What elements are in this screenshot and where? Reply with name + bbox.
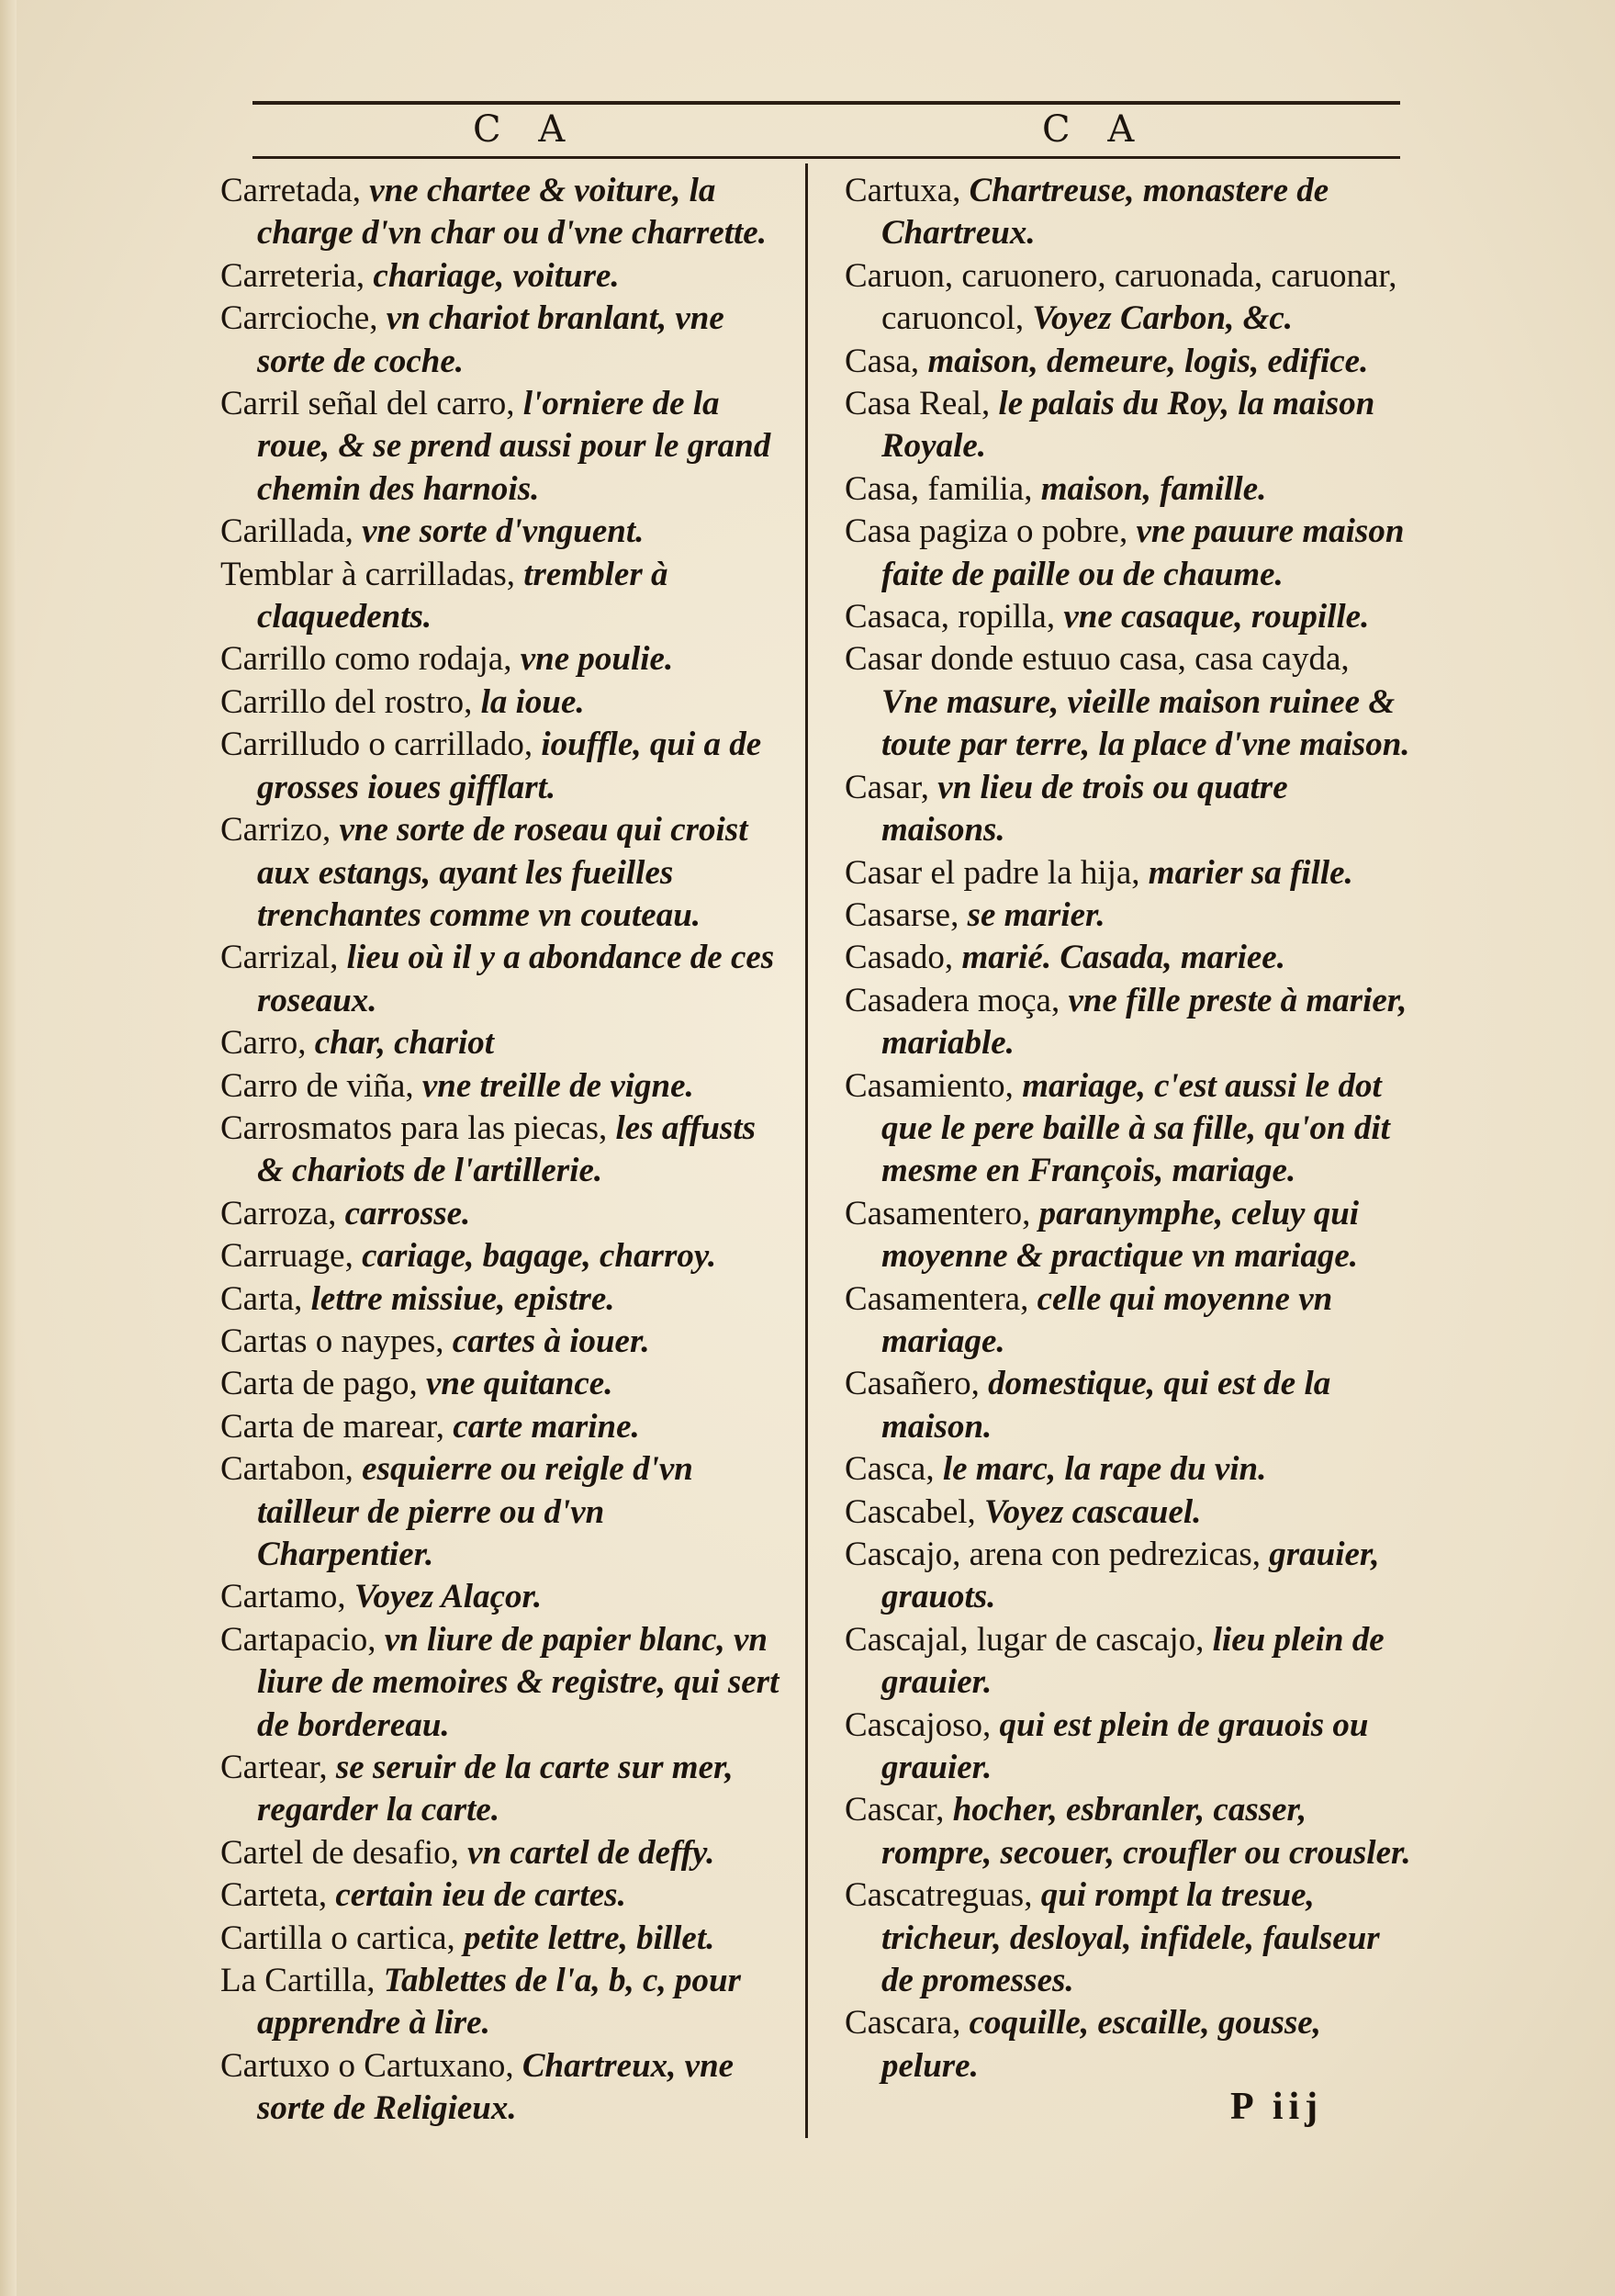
dictionary-entry [220,1747,780,1832]
column-divider [805,163,808,2138]
entry-headword: Cascara, [845,2004,970,2043]
entry-translation: vne treille de vigne. [421,1066,694,1105]
entry-translation: vn chariot branlant, vne sorte de coche. [257,299,724,380]
entry-headword: Carril señal del carro, [220,385,523,423]
entry-headword: Carrillo como rodaja, [220,640,521,679]
entry-headword: Casamentera, [845,1279,1037,1318]
dictionary-entry [845,341,1414,383]
entry-translation: trembler à claquedents. [257,555,668,636]
dictionary-entry [220,1960,780,2045]
entry-translation: marier sa fille. [1148,853,1353,892]
header-rule-top [252,101,1400,105]
dictionary-entry [220,809,780,937]
entry-headword: Carrcioche, [220,299,387,338]
header-rule-bottom [252,156,1400,159]
dictionary-entry [845,468,1414,511]
dictionary-entry [220,1278,780,1321]
entry-headword: Casarse, [845,895,968,934]
entry-translation: se marier. [967,895,1105,934]
entry-translation: domestique, qui est de la maison. [881,1365,1331,1446]
dictionary-entry [845,767,1414,852]
dictionary-entry [845,1065,1414,1193]
entry-translation: char, chariot [314,1024,495,1063]
entry-translation: Voyez Carbon, &c. [1032,299,1294,338]
entry-translation: cartes à iouer. [452,1322,650,1360]
entry-translation: chariage, voiture. [373,256,620,295]
entry-headword: Casadera moça, [845,981,1069,1019]
entry-translation: le palais du Roy, la maison Royale. [881,385,1375,466]
dictionary-entry [845,383,1414,468]
dictionary-entry [845,1363,1414,1448]
entry-headword: Casar, [845,768,938,806]
entry-headword: Cartapacio, [220,1620,385,1659]
entry-headword: Cascar, [845,1791,953,1829]
entry-translation: l'orniere de la roue, & se prend aussi pour le grand chemin des harnois. [257,385,771,508]
dictionary-entry [220,1918,780,1960]
entry-translation: Vne masure, vieille maison ruinee & toute par terre, la place d'vne maison. [881,682,1410,764]
running-head-left: C A [473,108,578,151]
dictionary-entry [220,170,780,255]
entry-headword: Casañero, [845,1365,989,1403]
dictionary-entry [220,1235,780,1277]
entry-translation: certain ieu de cartes. [335,1876,626,1915]
dictionary-entry [845,170,1414,255]
entry-translation: Voyez Alaçor. [353,1578,543,1616]
dictionary-entry [220,1022,780,1064]
entry-headword: Casamentero, [845,1194,1039,1232]
signature-mark: P iij [1230,2086,1324,2128]
entry-translation: lieu où il y a abondance de ces roseaux. [257,939,775,1019]
entry-headword: Cascabel, [845,1492,985,1531]
dictionary-entry [845,1705,1414,1790]
dictionary-entry [220,1108,780,1193]
entry-headword: Cartas o naypes, [220,1322,453,1360]
entry-translation: mariage, c'est aussi le dot que le pere baille à sa fille, qu'on dit mesme en François, mariage. [881,1066,1390,1190]
entry-translation: se seruir de la carte sur mer, regarder la carte. [257,1749,734,1829]
entry-headword: Carroza, [220,1194,345,1232]
entry-translation: paranymphe, celuy qui moyenne & practique vn mariage. [881,1194,1360,1276]
right-column [845,170,1414,2088]
entry-headword: Carta, [220,1279,311,1318]
dictionary-entry [845,255,1414,341]
entry-headword: Carrosmatos para las piecas, [220,1109,616,1147]
entry-headword: Cascajal, lugar de cascajo, [845,1620,1213,1659]
entry-translation: marié. Casada, mariee. [961,939,1285,977]
entry-translation: esquierre ou reigle d'vn tailleur de pierre ou d'vn Charpentier. [257,1450,693,1573]
entry-headword: Casa, familia, [845,469,1041,508]
entry-headword: Caruon, caruonero, caruonada, caruonar, caruoncol, [845,256,1397,338]
entry-translation: vne poulie. [520,640,674,679]
entry-headword: Cascatreguas, [845,1876,1041,1915]
entry-headword: Carta de pago, [220,1365,426,1403]
dictionary-entry [845,638,1414,766]
dictionary-entry [220,1874,780,1917]
entry-translation: carrosse. [344,1194,471,1232]
entry-headword: Casa Real, [845,385,999,423]
dictionary-entry [845,937,1414,979]
dictionary-entry [845,511,1414,596]
entry-headword: Casar el padre la hija, [845,853,1149,892]
entry-headword: Casaca, ropilla, [845,598,1064,636]
entry-translation: iouffle, qui a de grosses ioues gifflart. [257,726,762,806]
entry-translation: maison, famille. [1040,469,1267,508]
dictionary-entry [220,1406,780,1448]
entry-translation: qui est plein de grauois ou grauier. [881,1705,1369,1787]
entry-headword: Casa pagiza o pobre, [845,512,1137,551]
entry-headword: Carreteria, [220,256,374,295]
dictionary-entry [220,1193,780,1235]
entry-headword: Cartamo, [220,1578,354,1616]
entry-headword: Carruage, [220,1237,363,1276]
entry-translation: la ioue. [480,682,585,721]
entry-translation: vne fille preste à marier, mariable. [881,981,1408,1063]
entry-headword: Cartear, [220,1749,336,1787]
entry-headword: Temblar à carrilladas, [220,555,524,593]
dictionary-entry [845,1789,1414,1874]
entry-headword: Cartuxa, [845,172,970,209]
entry-translation: vn cartel de deffy. [467,1833,715,1872]
entry-translation: vn liure de papier blanc, vn liure de memoires & registre, qui sert de bordereau. [257,1620,779,1744]
dictionary-entry [845,1534,1414,1619]
entry-headword: Casar donde estuuo casa, casa cayda, [845,640,1350,679]
dictionary-entry [845,1491,1414,1534]
entry-headword: Casado, [845,939,962,977]
entry-headword: Carrizal, [220,939,347,977]
entry-translation: petite lettre, billet. [464,1919,715,1957]
entry-headword: Carta de marear, [220,1407,454,1446]
entry-translation: lettre missiue, epistre. [310,1279,615,1318]
dictionary-entry [845,1619,1414,1705]
dictionary-entry [220,383,780,511]
entry-translation: vne sorte de roseau qui croist aux estangs, ayant les fueilles trenchantes comme vn couteau. [257,811,748,934]
entry-headword: Carrizo, [220,811,340,850]
dictionary-entry [845,1874,1414,2002]
entry-headword: Casa, [845,342,928,380]
entry-headword: Carro, [220,1024,315,1063]
entry-headword: Carro de viña, [220,1066,422,1105]
entry-headword: La Cartilla, [220,1962,384,2000]
entry-headword: Carrillo del rostro, [220,682,481,721]
dictionary-entry [845,895,1414,937]
entry-translation: celle qui moyenne vn mariage. [881,1279,1333,1360]
entry-translation: Voyez cascauel. [984,1492,1202,1531]
dictionary-entry [220,1448,780,1576]
entry-translation: coquille, escaille, gousse, pelure. [881,2004,1321,2085]
entry-translation: grauier, grauots. [881,1536,1380,1616]
entry-headword: Cartabon, [220,1450,363,1489]
entry-headword: Carrilludo o carrillado, [220,726,542,764]
entry-translation: vne sorte d'vnguent. [362,512,645,551]
dictionary-entry [220,937,780,1022]
entry-headword: Carteta, [220,1876,336,1915]
dictionary-entry [220,638,780,681]
entry-translation: maison, demeure, logis, edifice. [927,342,1369,380]
entry-translation: lieu plein de grauier. [881,1620,1385,1702]
dictionary-entry [845,1193,1414,1278]
dictionary-entry [220,1619,780,1747]
entry-translation: les affusts & chariots de l'artillerie. [257,1109,756,1190]
dictionary-entry [220,511,780,553]
dictionary-entry [220,554,780,639]
entry-headword: Cartel de desafio, [220,1833,468,1872]
entry-translation: cariage, bagage, charroy. [362,1237,717,1276]
dictionary-entry [845,1278,1414,1364]
entry-translation: vn lieu de trois ou quatre maisons. [881,768,1288,850]
entry-translation: le marc, la rape du vin. [942,1450,1267,1489]
entry-headword: Carretada, [220,172,370,209]
entry-headword: Cascajoso, [845,1705,1000,1744]
dictionary-entry [845,852,1414,895]
entry-headword: Casca, [845,1450,943,1489]
dictionary-entry [220,724,780,809]
entry-headword: Cartuxo o Cartuxano, [220,2046,522,2085]
dictionary-entry [220,1832,780,1874]
entry-translation: qui rompt la tresue, tricheur, desloyal, infidele, faulseur de promesses. [881,1876,1380,2000]
entry-translation: vne casaque, roupille. [1063,598,1370,636]
entry-translation: Chartreuse, monastere de Chartreux. [881,172,1329,253]
entry-headword: Carillada, [220,512,363,551]
entry-translation: Chartreux, vne sorte de Religieux. [257,2046,735,2128]
dictionary-entry [845,1448,1414,1491]
dictionary-entry [220,1363,780,1405]
dictionary-entry [845,2002,1414,2088]
entry-translation: vne quitance. [425,1365,613,1403]
entry-translation: Tablettes de l'a, b, c, pour apprendre à lire. [257,1962,741,2043]
dictionary-entry [220,298,780,383]
entry-headword: Cartilla o cartica, [220,1919,465,1957]
dictionary-entry [220,1065,780,1108]
dictionary-entry [845,980,1414,1065]
entry-translation: vne chartee & voiture, la charge d'vn char ou d'vne charrette. [257,172,767,253]
page-edge [0,0,17,2296]
dictionary-entry [220,2045,780,2131]
entry-headword: Casamiento, [845,1066,1023,1105]
dictionary-entry [220,681,780,724]
entry-headword: Cascajo, arena con pedrezicas, [845,1536,1270,1573]
dictionary-entry [845,596,1414,638]
left-column [220,170,780,2131]
entry-translation: carte marine. [453,1407,640,1446]
dictionary-entry [220,1321,780,1363]
dictionary-entry [220,1576,780,1618]
running-head-right: C A [1042,108,1148,151]
dictionary-entry [220,255,780,298]
entry-translation: vne pauure maison faite de paille ou de chaume. [881,512,1405,593]
entry-translation: hocher, esbranler, casser, rompre, secouer, croufler ou crousler. [881,1791,1411,1872]
